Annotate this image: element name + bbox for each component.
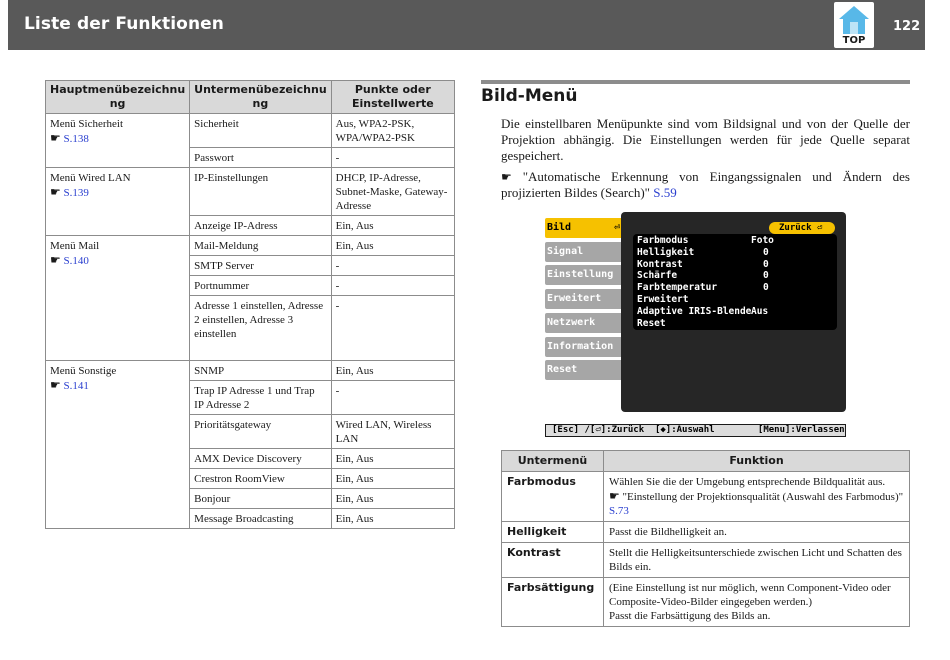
submenu-cell: Crestron RoomView [190,469,331,489]
enter-icon: ⏎ [816,223,823,233]
function-cell [604,578,910,627]
value-cell: Ein, Aus [331,449,454,469]
osd-menu-screenshot [545,212,846,438]
picture-menu-table [501,450,910,627]
top-link[interactable] [834,2,874,48]
table-row [502,543,910,578]
section-divider [481,80,910,84]
function-text: (Eine Einstellung ist nur möglich, wenn Component-Video oder Composite-Video-Bilder eingegeben werden.) [609,582,891,608]
submenu-cell: Passwort [190,148,331,168]
main-menu-cell [46,361,190,529]
value-cell: - [331,148,454,168]
osd-item: Adaptive IRIS-Blende Aus [637,305,769,317]
top-label: TOP [842,35,866,46]
page-link[interactable]: S.140 [63,255,89,267]
page-header [8,0,925,50]
value-cell: Ein, Aus [331,469,454,489]
osd-item: Erweitert [637,293,689,305]
page-link[interactable]: S.139 [63,187,89,199]
page-title: Liste der Funktionen [24,14,224,34]
value-cell: Ein, Aus [331,489,454,509]
main-menu-cell [46,236,190,361]
osd-tab-netzwerk: Netzwerk [545,313,623,333]
osd-item: Kontrast 0 [637,258,769,270]
osd-tab-signal: Signal [545,242,623,262]
osd-tab-einstellung: Einstellung [545,265,623,285]
page-link[interactable]: S.73 [609,505,629,517]
submenu-cell: Farbmodus [502,472,604,522]
enter-icon: ⏎ [613,222,620,233]
cross-reference [501,169,910,201]
pointing-hand-icon: ☛ [50,378,61,392]
cross-reference-text: "Automatische Erkennung von Eingangssignalen und Ändern des projizierten Bildes (Search)" [501,169,910,200]
osd-item: Reset [637,317,666,329]
osd-status-bar: [Esc] /[⏎]:Zurück [◆]:Auswahl [Menu]:Verlassen [545,424,846,437]
column-header: Funktion [604,451,910,472]
osd-item: Farbmodus Foto [637,235,774,246]
pointing-hand-icon: ☛ [50,253,61,267]
osd-back-button: Zurück ⏎ [769,222,835,234]
main-menu-cell [46,168,190,236]
submenu-cell: AMX Device Discovery [190,449,331,469]
value-cell: Ein, Aus [331,216,454,236]
value-cell: Ein, Aus [331,236,454,256]
submenu-cell: Portnummer [190,276,331,296]
function-text: Wählen Sie die der Umgebung entsprechende Bildqualität aus. [609,476,886,488]
osd-item-list [633,234,837,330]
table-row [46,236,455,256]
main-menu-label: Menü Sonstige [50,365,117,377]
column-header: Punkte oder Einstellwerte [331,81,454,114]
submenu-cell: Kontrast [502,543,604,578]
submenu-cell: Prioritätsgateway [190,415,331,449]
pointing-hand-icon: ☛ [609,489,620,503]
osd-tab-erweitert: Erweitert [545,289,623,309]
table-row [46,361,455,381]
pointing-hand-icon: ☛ [50,131,61,145]
submenu-cell: SMTP Server [190,256,331,276]
osd-item: Helligkeit 0 [637,246,769,258]
home-icon [838,5,870,35]
value-cell: Ein, Aus [331,509,454,529]
submenu-cell: SNMP [190,361,331,381]
main-menu-label: Menü Sicherheit [50,118,124,130]
section-title: Bild-Menü [481,86,578,106]
table-row [46,168,455,216]
table-row [502,522,910,543]
value-cell: DHCP, IP-Adresse, Subnet-Maske, Gateway-Adresse [331,168,454,216]
submenu-cell: IP-Einstellungen [190,168,331,216]
cross-reference-text: "Einstellung der Projektionsqualität (Auswahl des Farbmodus)" [622,491,904,503]
page-link[interactable]: S.141 [63,380,89,392]
network-menu-table [45,80,455,529]
value-cell: Aus, WPA2-PSK, WPA/WPA2-PSK [331,114,454,148]
submenu-cell: Farbsättigung [502,578,604,627]
submenu-cell: Helligkeit [502,522,604,543]
function-cell [604,472,910,522]
column-header: Untermenü [502,451,604,472]
page-link[interactable]: S.138 [63,133,89,145]
column-header: Hauptmenübezeichnu ng [46,81,190,114]
value-cell: - [331,296,454,361]
pointing-hand-icon: ☛ [50,185,61,199]
osd-item: Farbtemperatur 0 [637,282,769,294]
submenu-cell: Trap IP Adresse 1 und Trap IP Adresse 2 [190,381,331,415]
submenu-cell: Anzeige IP-Adress [190,216,331,236]
submenu-cell: Message Broadcasting [190,509,331,529]
submenu-cell: Sicherheit [190,114,331,148]
table-row [46,114,455,148]
pointing-hand-icon: ☛ [501,170,512,184]
table-row [502,578,910,627]
main-menu-label: Menü Wired LAN [50,172,131,184]
function-cell: Stellt die Helligkeitsunterschiede zwischen Licht und Schatten des Bilds ein. [604,543,910,578]
osd-item: Schärfe 0 [637,270,769,282]
value-cell: - [331,276,454,296]
submenu-cell: Bonjour [190,489,331,509]
main-menu-cell [46,114,190,168]
main-menu-label: Menü Mail [50,240,100,252]
value-cell: Wired LAN, Wireless LAN [331,415,454,449]
column-header: Untermenübezeichnu ng [190,81,331,114]
value-cell: - [331,381,454,415]
value-cell: - [331,256,454,276]
section-intro: Die einstellbaren Menüpunkte sind vom Bildsignal und von der Quelle der Projektion abhängig. Die Einstellungen werden für jede Quelle separat gespeichert. [501,116,910,163]
osd-tab-reset: Reset [545,360,623,380]
page-link[interactable]: S.59 [653,185,677,200]
osd-panel [621,212,846,412]
table-row [502,472,910,522]
osd-tab-bild: Bild ⏎ [545,218,623,238]
function-cell: Passt die Bildhelligkeit an. [604,522,910,543]
submenu-cell: Adresse 1 einstellen, Adresse 2 einstellen, Adresse 3 einstellen [190,296,331,361]
submenu-cell: Mail-Meldung [190,236,331,256]
value-cell: Ein, Aus [331,361,454,381]
page-number: 122 [893,19,921,34]
osd-tab-information: Information [545,337,623,357]
function-text: Passt die Farbsättigung des Bilds an. [609,610,771,622]
